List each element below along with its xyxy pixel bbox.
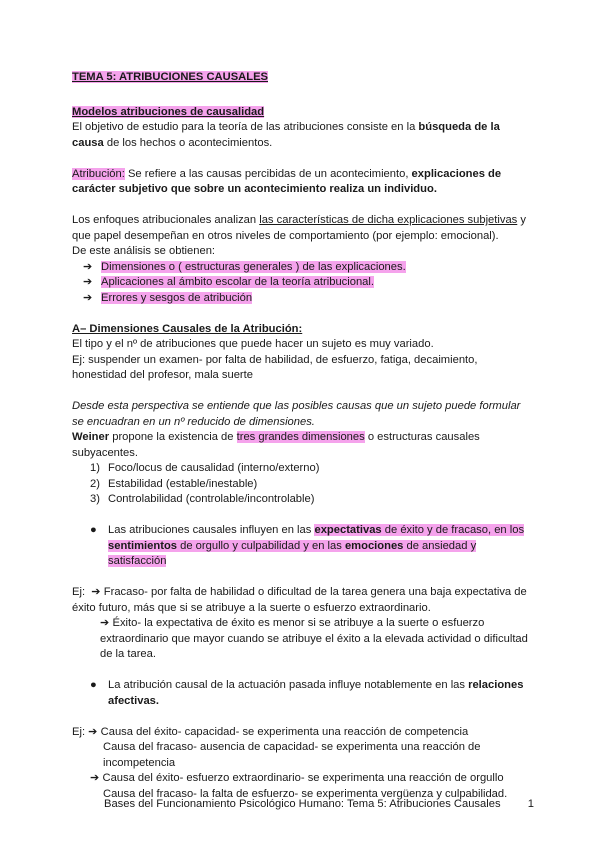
bullet-expectativas: ● Las atribuciones causales influyen en las expectativas de éxito y de fracaso, en los sentimientos de orgullo y culpabilidad y en las emociones de ansiedad y satisfacción bbox=[90, 524, 525, 567]
section-heading-modelos: Modelos atribuciones de causalidad bbox=[72, 105, 265, 118]
paragraph-perspectiva: Desde esta perspectiva se entiende que las posibles causas que un sujeto puede formular se encuadran en un nº reducido de dimensiones. bbox=[72, 400, 521, 428]
list-item: 2) Estabilidad (estable/inestable) bbox=[90, 477, 258, 490]
footer-text: Bases del Funcionamiento Psicológico Humano: Tema 5: Atribuciones Causales bbox=[104, 798, 501, 810]
example-exito: ➔ Éxito- la expectativa de éxito es menor si se atribuye a la suerte o esfuerzo extraordinario que mayor cuando se atribuye el éxito a la elevada actividad o dificultad de la tarea. bbox=[100, 617, 528, 660]
bullet-icon: ● bbox=[90, 679, 97, 691]
list-item: 3) Controlabilidad (controlable/incontrolable) bbox=[90, 493, 315, 505]
example-line: ➔ Causa del éxito- esfuerzo extraordinario- se experimenta una reacción de orgullo bbox=[90, 772, 504, 784]
page-number: 1 bbox=[527, 798, 534, 810]
paragraph-analisis: De este análisis se obtienen: bbox=[72, 245, 216, 257]
example-line: Causa del fracaso- la falta de esfuerzo- se experimenta vergüenza y culpabilidad. bbox=[103, 787, 508, 800]
example-fracaso: Ej: ➔ Fracaso- por falta de habilidad o dificultad de la tarea genera una baja expectativa de éxito futuro, más que si se atribuye a la suerte o esfuerzo extraordinario. bbox=[72, 586, 527, 614]
arrow-icon: ➔ bbox=[83, 276, 93, 288]
paragraph-tipo: El tipo y el nº de atribuciones que puede hacer un sujeto es muy variado. bbox=[72, 338, 434, 350]
page-footer bbox=[104, 798, 534, 810]
example-line: Causa del fracaso- ausencia de capacidad- se experimenta una reacción de incompetencia bbox=[103, 741, 481, 769]
dimensions-list bbox=[72, 461, 532, 508]
document-body bbox=[72, 70, 532, 802]
arrow-icon: ➔ bbox=[83, 260, 93, 273]
example-emociones bbox=[72, 725, 532, 803]
arrow-icon: ➔ bbox=[83, 291, 93, 304]
bullet-icon: ● bbox=[90, 524, 97, 536]
arrow-icon: ➔ bbox=[88, 725, 98, 738]
list-item: ➔ Dimensiones o ( estructuras generales ) de las explicaciones. bbox=[72, 260, 532, 276]
bullet-relaciones: ● La atribución causal de la actuación pasada influye notablemente en las relaciones afectivas. bbox=[90, 679, 524, 707]
paragraph-weiner: Weiner propone la existencia de tres grandes dimensiones o estructuras causales subyacentes. bbox=[72, 431, 480, 459]
list-item: 1) Foco/locus de causalidad (interno/externo) bbox=[90, 462, 320, 474]
list-item: ➔ Aplicaciones al ámbito escolar de la teoría atribucional. bbox=[72, 275, 532, 291]
list-item: ➔ Errores y sesgos de atribución bbox=[72, 291, 532, 307]
enfoques-list bbox=[72, 260, 532, 307]
arrow-icon: ➔ bbox=[100, 617, 110, 629]
paragraph-enfoques: Los enfoques atribucionales analizan las características de dicha explicaciones subjetivas y que papel desempeñan en otros niveles de comportamiento (por ejemplo: emocional). bbox=[72, 214, 526, 242]
paragraph-ejemplo: Ej: suspender un examen- por falta de habilidad, de esfuerzo, fatiga, decaimiento, honestidad del profesor, mala suerte bbox=[72, 353, 478, 381]
paragraph-atribucion: Atribución: Se refiere a las causas percibidas de un acontecimiento, explicaciones de carácter subjetivo que sobre un acontecimiento realiza un individuo. bbox=[72, 167, 502, 195]
paragraph-modelos: El objetivo de estudio para la teoría de las atribuciones consiste en la búsqueda de la causa de los hechos o acontecimientos. bbox=[72, 121, 500, 149]
arrow-icon: ➔ bbox=[91, 586, 101, 598]
example-line: Ej: ➔ Causa del éxito- capacidad- se experimenta una reacción de competencia bbox=[72, 725, 469, 738]
arrow-icon: ➔ bbox=[90, 772, 100, 784]
section-heading-dimensiones: A– Dimensiones Causales de la Atribución: bbox=[72, 322, 303, 335]
page-title: TEMA 5: ATRIBUCIONES CAUSALES bbox=[72, 71, 268, 83]
